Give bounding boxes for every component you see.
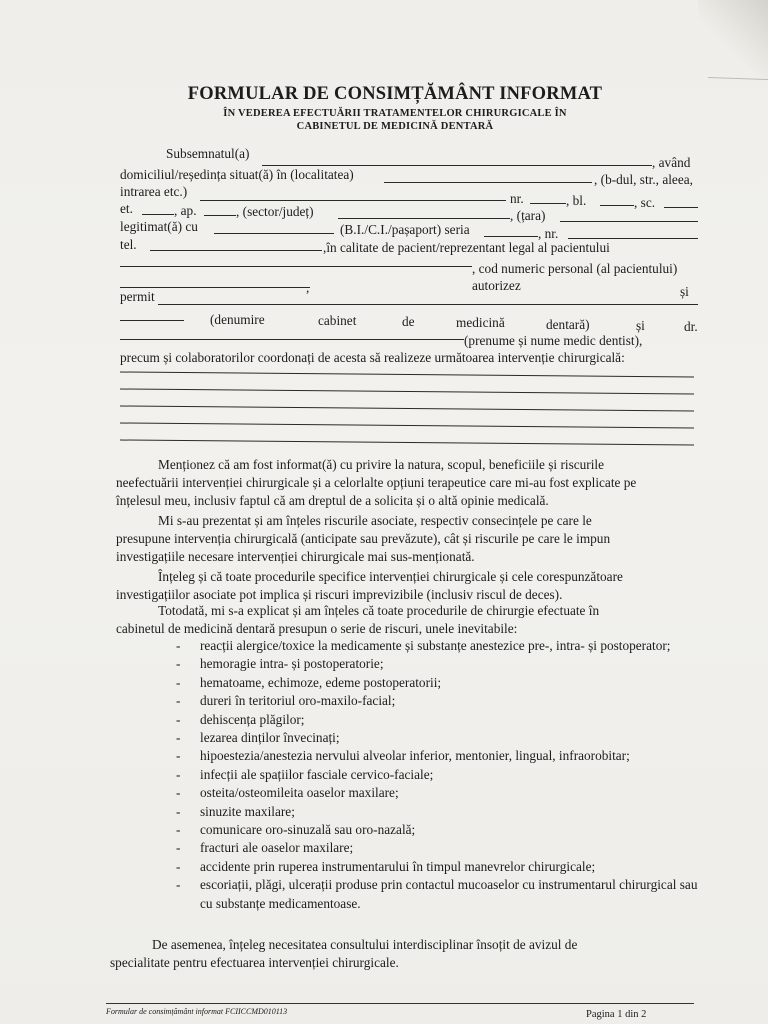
- field-cabinet-line[interactable]: [120, 320, 184, 321]
- bullet-dash: -: [176, 656, 181, 672]
- label-permit: permit: [120, 289, 155, 304]
- risk-list-item: [176, 729, 706, 747]
- label-intrarea: intrarea etc.): [120, 184, 188, 199]
- label-subsemnatul: Subsemnatul(a): [166, 146, 250, 161]
- label-et: et.: [120, 201, 133, 216]
- label-comma: ,: [306, 280, 310, 295]
- label-bi: (B.I./C.I./pașaport) seria: [340, 222, 470, 237]
- field-intervention-line-4[interactable]: [120, 422, 694, 428]
- label-sc: , sc.: [634, 195, 656, 210]
- risk-text: sinuzite maxilare;: [200, 803, 295, 819]
- field-tara-line[interactable]: [560, 221, 698, 222]
- risk-text: accidente prin ruperea instrumentarului în timpul manevrelor chirurgicale;: [200, 858, 596, 874]
- field-id-number-line[interactable]: [568, 238, 698, 239]
- label-bdul: , (b-dul, str., aleea,: [594, 172, 693, 187]
- field-tel-line[interactable]: [150, 250, 322, 251]
- field-permit-line[interactable]: [158, 304, 698, 305]
- field-id-type-line[interactable]: [214, 233, 334, 234]
- label-precum: precum și colaboratorilor coordonați de acesta să realizeze următoarea intervenție chirurgicală:: [120, 350, 625, 365]
- risk-list-item: [176, 839, 706, 857]
- field-intervention-line-5[interactable]: [120, 439, 694, 445]
- field-street-line[interactable]: [200, 200, 506, 201]
- risk-list-item: [176, 803, 706, 821]
- label-prenume: (prenume și nume medic dentist),: [464, 333, 643, 348]
- field-series-line[interactable]: [484, 236, 538, 237]
- paragraph-2-line-3: investigațiile necesare intervenției chirurgicale mai sus-menționată.: [116, 549, 475, 564]
- footer-divider: [106, 1003, 694, 1004]
- risk-list-item: [176, 766, 706, 784]
- risk-text: fracturi ale oaselor maxilare;: [200, 840, 354, 856]
- field-sc-line[interactable]: [664, 207, 698, 208]
- label-bl: , bl.: [566, 193, 587, 208]
- label-si2: și: [636, 318, 645, 333]
- form-subtitle-line1: ÎN VEDEREA EFECTUĂRII TRATAMENTELOR CHIRURGICALE ÎN: [223, 108, 567, 119]
- risk-text: escoriații, plăgi, ulcerații produse prin contactul mucoaselor cu instrumentarul chirurgical sau cu substanțe medicamentoase.: [200, 877, 698, 911]
- risk-text: comunicare oro-sinuzală sau oro-nazală;: [200, 822, 416, 838]
- bullet-dash: -: [176, 785, 181, 801]
- paragraph-3-line-2: investigațiilor asociate pot implica și riscuri imprevizibile (inclusiv riscul de deces).: [116, 587, 563, 602]
- label-calitate: ,în calitate de pacient/reprezentant legal al pacientului: [323, 240, 610, 255]
- label-avand: , având: [652, 155, 691, 170]
- risk-text: reacții alergice/toxice la medicamente și substanțe anestezice pre-, intra- și postoperator;: [200, 638, 671, 653]
- bullet-dash: -: [176, 674, 181, 690]
- risk-text: hipoestezia/anestezia nervului alveolar inferior, mentonier, lingual, infraorobitar;: [200, 748, 630, 764]
- paragraph-5-line-1: De asemenea, înțeleg necesitatea consultului interdisciplinar însoțit de avizul de: [152, 937, 578, 952]
- label-nr2: , nr.: [538, 226, 559, 241]
- risk-list-item: [176, 821, 706, 839]
- label-domiciliul: domiciliul/reședința situat(ă) în (localitatea): [120, 167, 354, 182]
- paragraph-5-line-2: specialitate pentru efectuarea intervenției chirurgicale.: [110, 955, 399, 970]
- bullet-dash: -: [176, 840, 181, 856]
- risk-list-item: [176, 674, 706, 692]
- risk-text: osteita/osteomileita oaselor maxilare;: [200, 785, 399, 801]
- field-sector-line[interactable]: [338, 218, 510, 219]
- bullet-dash: -: [176, 803, 181, 819]
- footer-page-number: Pagina 1 din 2: [586, 1009, 647, 1020]
- risk-text: dehiscența plăgilor;: [200, 711, 305, 727]
- paragraph-2-line-2: presupune intervenția chirurgicală (anticipate sau prevăzute), cât și riscurile pe care le impun: [116, 531, 611, 546]
- field-ap-line[interactable]: [204, 215, 236, 216]
- bullet-dash: -: [176, 748, 181, 764]
- risk-list-item: [176, 637, 706, 655]
- label-legitimat: legitimat(ă) cu: [120, 219, 198, 234]
- bullet-dash: -: [176, 858, 181, 874]
- bullet-dash: -: [176, 711, 181, 727]
- footer-form-code: Formular de consimțământ informat FCIICCMD010113: [106, 1007, 288, 1016]
- field-intervention-line-2[interactable]: [120, 388, 694, 394]
- field-cnp-line[interactable]: [120, 287, 310, 288]
- field-intervention-line-1[interactable]: [120, 371, 694, 377]
- bullet-dash: -: [176, 730, 181, 746]
- label-de: de: [402, 314, 415, 329]
- label-tel: tel.: [120, 237, 137, 252]
- risk-list-item: [176, 784, 706, 802]
- paragraph-1-line-3: înțelesul meu, inclusiv faptul că am dreptul de a solicita și o altă opinie medicală.: [116, 493, 549, 508]
- risk-list-item: [176, 692, 706, 710]
- field-locality-line[interactable]: [384, 182, 592, 183]
- bullet-dash: -: [176, 877, 181, 893]
- paragraph-3-line-1: Înțeleg și că toate procedurile specifice intervenției chirurgicale și cele corespunzătoare: [158, 569, 623, 584]
- field-name-line[interactable]: [262, 165, 652, 166]
- risk-list-item: [176, 711, 706, 729]
- paragraph-4-line-2: cabinetul de medicină dentară presupun o serie de riscuri, unele inevitabile:: [116, 621, 518, 636]
- risk-text: dureri în teritoriul oro-maxilo-facial;: [200, 693, 396, 709]
- risk-text: hematoame, echimoze, edeme postoperatorii;: [200, 674, 442, 690]
- risk-list-item: [176, 655, 706, 673]
- label-tara: , (țara): [510, 208, 546, 223]
- label-medicina: medicină: [456, 315, 505, 330]
- label-ap: , ap.: [174, 203, 197, 218]
- label-autorizez: autorizez: [472, 278, 521, 293]
- field-et-line[interactable]: [142, 214, 174, 215]
- risk-text: hemoragie intra- și postoperatorie;: [200, 656, 384, 672]
- form-title: FORMULAR DE CONSIMȚĂMÂNT INFORMAT: [187, 84, 603, 104]
- field-intervention-line-3[interactable]: [120, 405, 694, 411]
- paragraph-1-line-1: Menționez că am fost informat(ă) cu privire la natura, scopul, beneficiile și riscurile: [158, 457, 605, 472]
- paragraph-4-line-1: Totodată, mi s-a explicat și am înțeles că toate procedurile de chirurgie efectuate în: [158, 603, 600, 618]
- label-dr: dr.: [684, 319, 698, 334]
- paragraph-1-line-2: neefectuării intervenției chirurgicale și a celorlalte opțiuni terapeutice care mi-au fost explicate pe: [116, 475, 637, 490]
- label-denumire: (denumire: [210, 312, 265, 327]
- field-dentist-line[interactable]: [120, 339, 464, 340]
- label-si: și: [680, 284, 689, 299]
- risk-list-item: [176, 747, 706, 765]
- label-sector: , (sector/județ): [236, 204, 314, 219]
- risk-list: [176, 637, 706, 913]
- label-nr: nr.: [510, 191, 524, 206]
- bullet-dash: -: [176, 766, 181, 782]
- risk-text: infecții ale spațiilor fasciale cervico-faciale;: [200, 766, 434, 782]
- bullet-dash: -: [176, 693, 181, 709]
- label-cabinet: cabinet: [318, 313, 357, 328]
- risk-text: lezarea dinților învecinați;: [200, 730, 340, 746]
- field-patient-name-line[interactable]: [120, 266, 472, 267]
- label-cnp: , cod numeric personal (al pacientului): [472, 261, 678, 276]
- risk-list-item: [176, 858, 706, 876]
- bullet-dash: -: [176, 638, 181, 653]
- page-fold-corner: [698, 0, 768, 80]
- form-subtitle-line2: CABINETUL DE MEDICINĂ DENTARĂ: [296, 121, 494, 132]
- field-bl-line[interactable]: [600, 205, 634, 206]
- field-nr-line[interactable]: [530, 203, 566, 204]
- paragraph-2-line-1: Mi s-au prezentat și am înțeles riscurile asociate, respectiv consecințele pe care le: [158, 513, 592, 528]
- label-dentara: dentară): [546, 317, 590, 332]
- risk-list-item: [176, 876, 706, 913]
- bullet-dash: -: [176, 822, 181, 838]
